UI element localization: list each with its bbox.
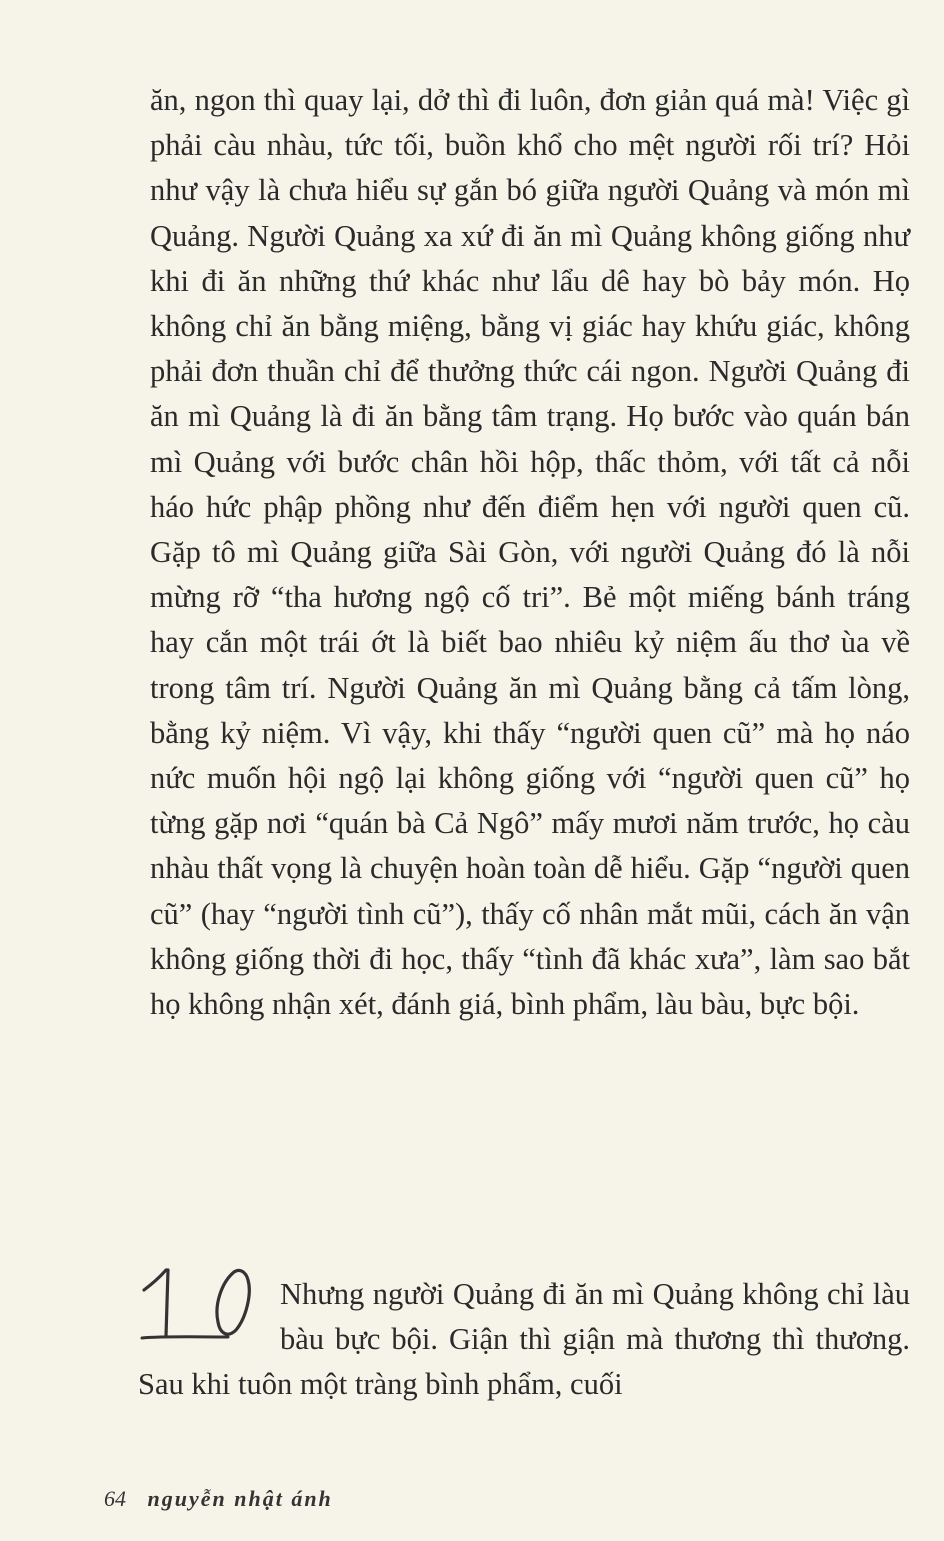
drop-cap-spacer [138, 1272, 280, 1360]
body-paragraph: ăn, ngon thì quay lại, dở thì đi luôn, đơn giản quá mà! Việc gì phải càu nhàu, tức tối, buồn khổ cho mệt người rối trí? Hỏi như vậy là chưa hiểu sự gắn bó giữa người Quảng và món mì Quảng. Người Quảng xa xứ đi ăn mì Quảng không giống như khi đi ăn những thứ khác như lẩu dê hay bò bảy món. Họ không chỉ ăn bằng miệng, bằng vị giác hay khứu giác, không phải đơn thuần chỉ để thưởng thức cái ngon. Người Quảng đi ăn mì Quảng là đi ăn bằng tâm trạng. Họ bước vào quán bán mì Quảng với bước chân hồi hộp, thấc thỏm, với tất cả nỗi háo hức phập phồng như đến điểm hẹn với người quen cũ. Gặp tô mì Quảng giữa Sài Gòn, với người Quảng đó là nỗi mừng rỡ “tha hương ngộ cố tri”. Bẻ một miếng bánh tráng hay cắn một trái ớt là biết bao nhiêu kỷ niệm ấu thơ ùa về trong tâm trí. Người Quảng ăn mì Quảng bằng cả tấm lòng, bằng kỷ niệm. Vì vậy, khi thấy “người quen cũ” mà họ náo nức muốn hội ngộ lại không giống với “người quen cũ” họ từng gặp nơi “quán bà Cả Ngô” mấy mươi năm trước, họ càu nhàu thất vọng là chuyện hoàn toàn dễ hiểu. Gặp “người quen cũ” (hay “người tình cũ”), thấy cố nhân mắt mũi, cách ăn vận không giống thời đi học, thấy “tình đã khác xưa”, làm sao bắt họ không nhận xét, đánh giá, bình phẩm, làu bàu, bực bội. [150, 83, 910, 1022]
author-name: nguyễn nhật ánh [147, 1486, 333, 1511]
section-paragraph [138, 1272, 910, 1408]
page-footer [104, 1486, 333, 1512]
page-number: 64 [104, 1486, 126, 1511]
section-paragraph-text: Nhưng người Quảng đi ăn mì Quảng không chỉ làu bàu bực bội. Giận thì giận mà thương thì thương. Sau khi tuôn một tràng bình phẩm, cuối [138, 1277, 910, 1402]
